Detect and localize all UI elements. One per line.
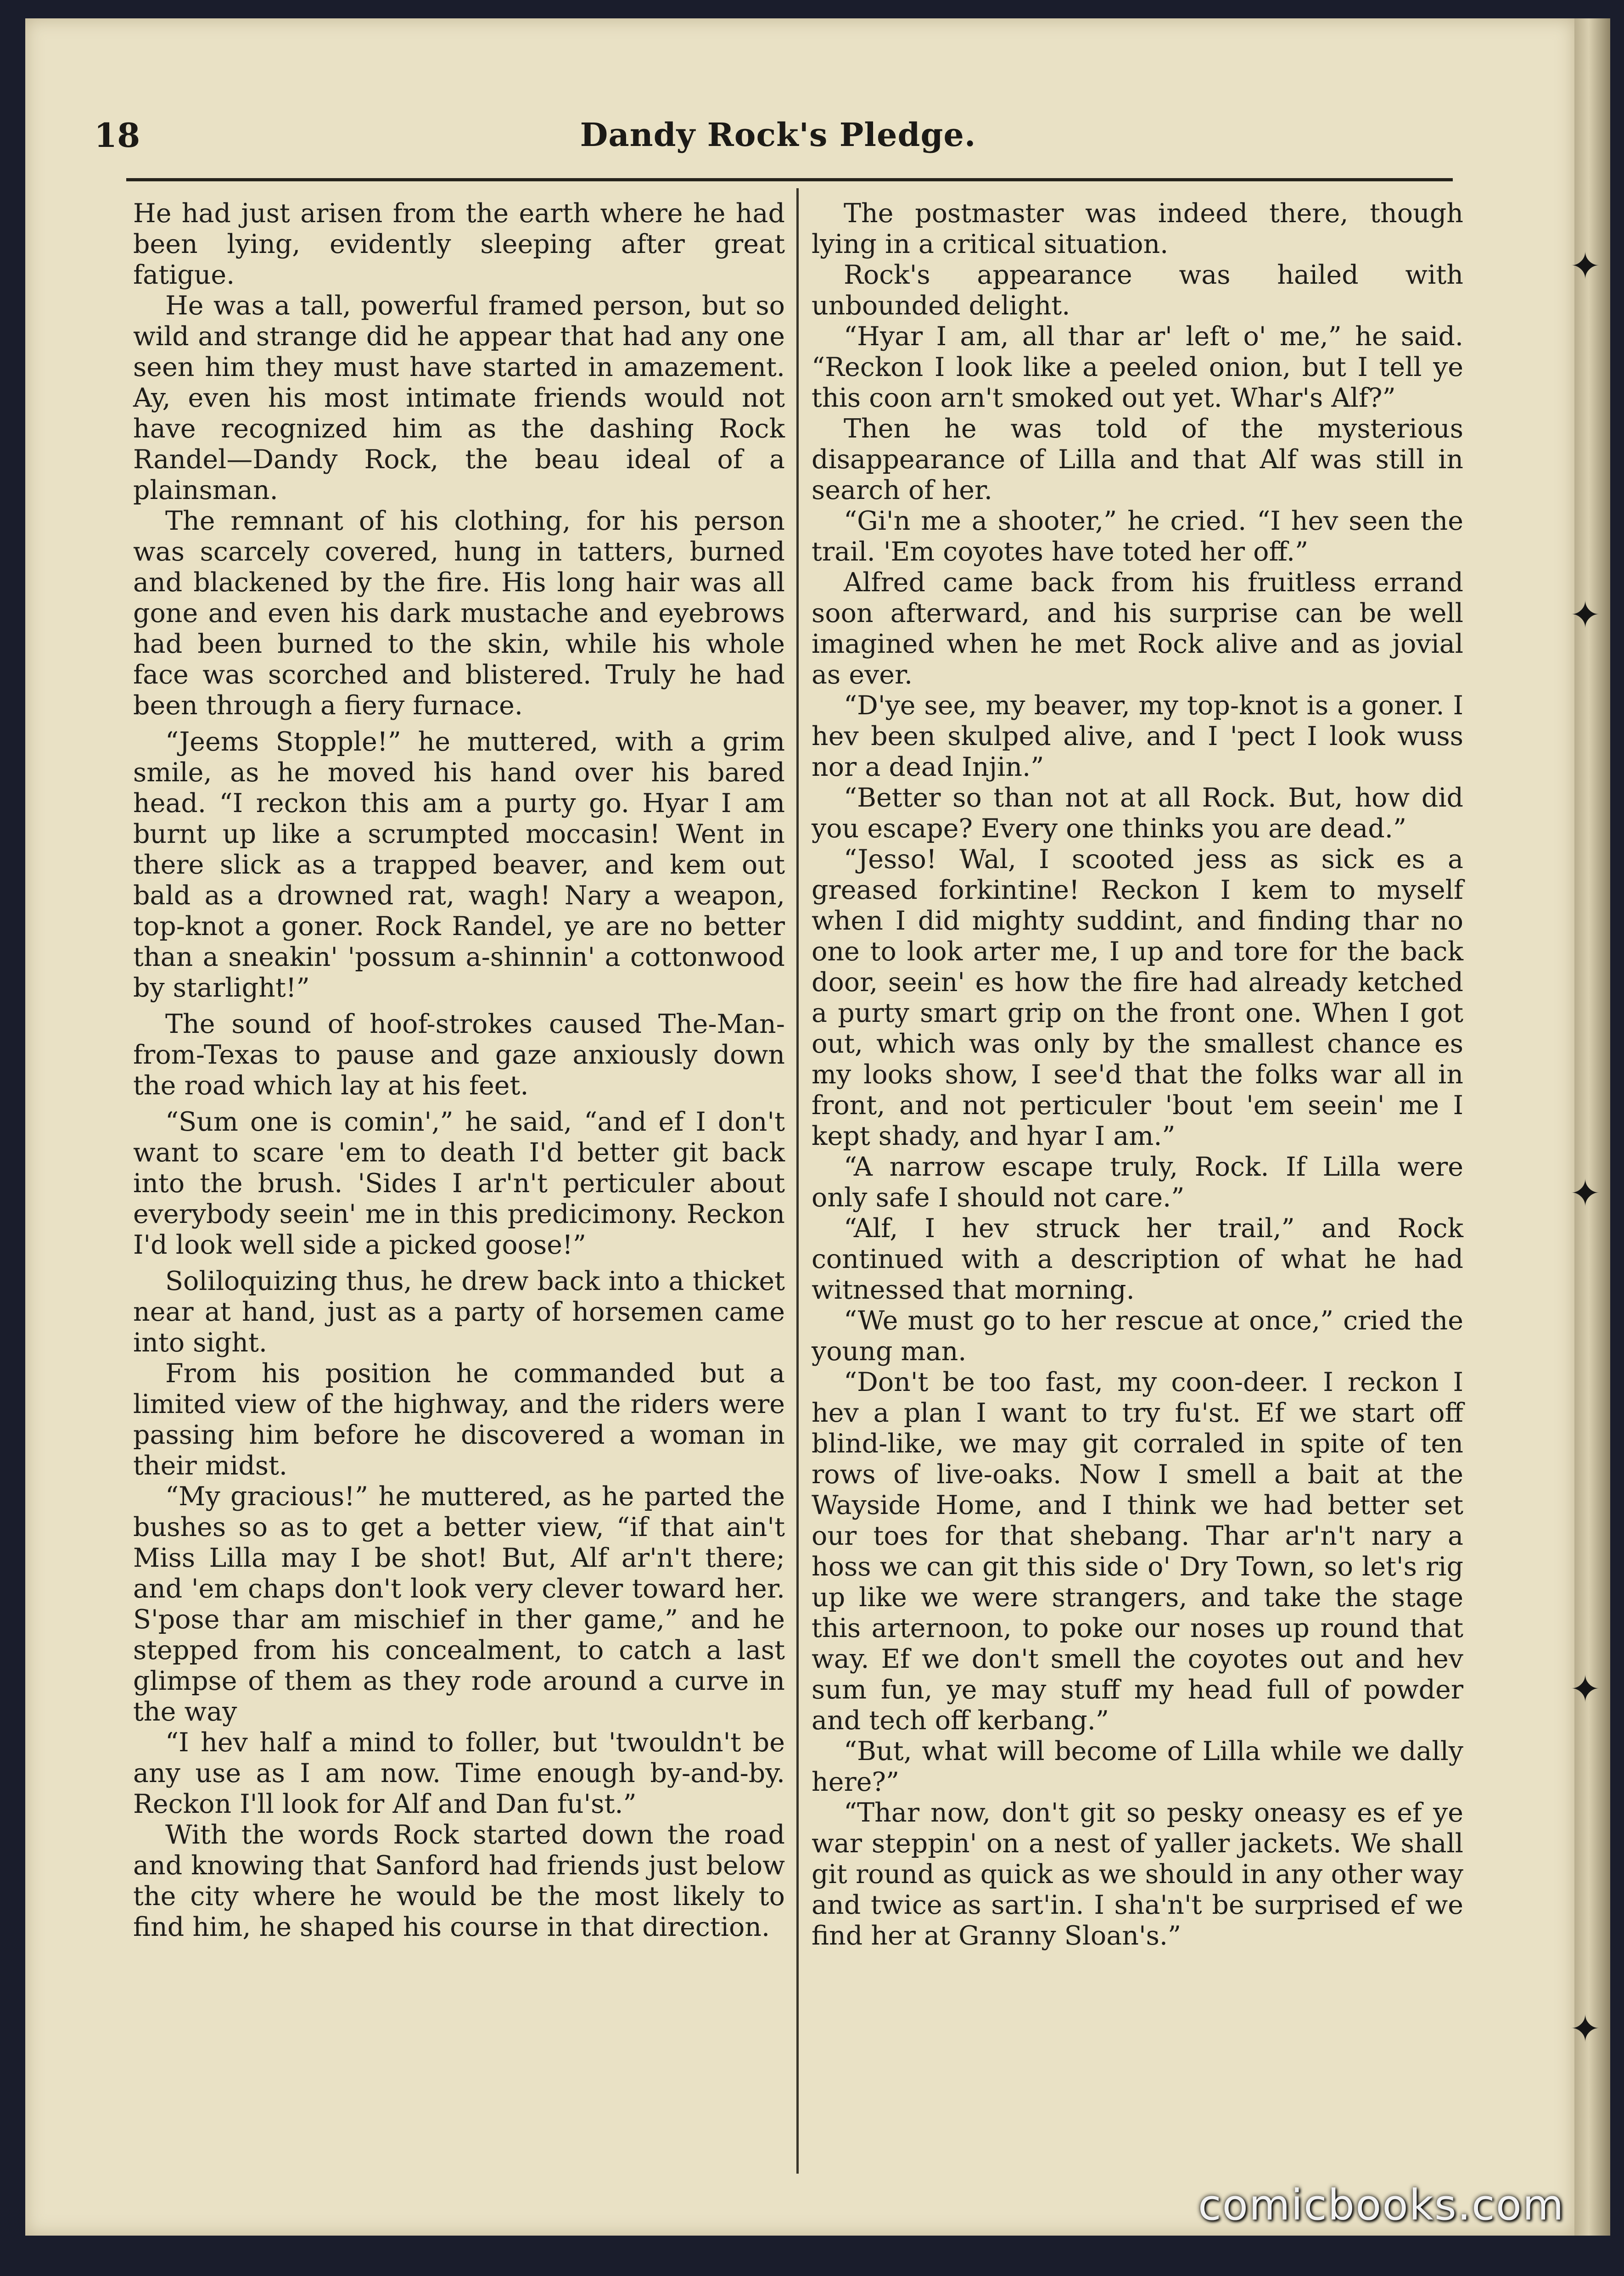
paragraph: “Hyar I am, all thar ar' left o' me,” he said. “Reckon I look like a peeled onion, but I tell ye this coon arn't smoked out yet. Whar's Alf?” [812,321,1463,413]
binding-staple-icon: ✦ [1570,2007,1601,2050]
page-edge [1574,18,1610,2236]
running-title: Dandy Rock's Pledge. [580,116,976,154]
paragraph: “I hev half a mind to foller, but 'twouldn't be any use as I am now. Time enough by-and-by. Reckon I'll look for Alf and Dan fu'st.” [133,1727,785,1819]
paragraph: “Sum one is comin',” he said, “and ef I don't want to scare 'em to death I'd better git back into the brush. 'Sides I ar'n't perticuler about everybody seein' me in this predicimony. Reckon I'd look well side a picked goose!” [133,1107,785,1260]
watermark: comicbooks.com [1198,2181,1565,2230]
paragraph: “Better so than not at all Rock. But, how did you escape? Every one thinks you are dead.” [812,783,1463,844]
paragraph: “D'ye see, my beaver, my top-knot is a goner. I hev been skulped alive, and I 'pect I look wuss nor a dead Injin.” [812,690,1463,782]
paragraph: “But, what will become of Lilla while we dally here?” [812,1736,1463,1797]
paragraph: The postmaster was indeed there, though lying in a critical situation. [812,198,1463,259]
paragraph: The sound of hoof-strokes caused The-Man-from-Texas to pause and gaze anxiously down the road which lay at his feet. [133,1009,785,1101]
paragraph: “Alf, I hev struck her trail,” and Rock continued with a description of what he had witnessed that morning. [812,1213,1463,1305]
paragraph: “Thar now, don't git so pesky oneasy es ef ye war steppin' on a nest of yaller jackets. We shall git round as quick as we should in any other way and twice as sart'in. I sha'n't be surprised ef we find her at Granny Sloan's.” [812,1798,1463,1951]
paragraph: “A narrow escape truly, Rock. If Lilla were only safe I should not care.” [812,1152,1463,1213]
paragraph: “Jesso! Wal, I scooted jess as sick es a greased forkintine! Reckon I kem to myself when I did mighty suddint, and finding thar no one to look arter me, I up and tore for the back door, seein' es how the fire had already ketched a purty smart grip on the front one. When I got out, which was only by the smallest chance es my looks show, I see'd that the folks war all in front, and not perticuler 'bout 'em seein' me I kept shady, and hyar I am.” [812,844,1463,1151]
paragraph: The remnant of his clothing, for his person was scarcely covered, hung in tatters, burned and blackened by the fire. His long hair was all gone and even his dark mustache and eyebrows had been burned to the skin, while his whole face was scorched and blistered. Truly he had been through a fiery furnace. [133,506,785,721]
binding-staple-icon: ✦ [1570,1668,1601,1710]
paragraph: Rock's appearance was hailed with unbounded delight. [812,260,1463,321]
paragraph: “We must go to her rescue at once,” cried the young man. [812,1306,1463,1367]
binding-staple-icon: ✦ [1570,245,1601,287]
paragraph: “Gi'n me a shooter,” he cried. “I hev seen the trail. 'Em coyotes have toted her off.” [812,506,1463,567]
paragraph: Alfred came back from his fruitless errand soon afterward, and his surprise can be well imagined when he met Rock alive and as jovial as ever. [812,567,1463,690]
left-column [133,198,785,1943]
paragraph: Soliloquizing thus, he drew back into a thicket near at hand, just as a party of horsemen came into sight. [133,1266,785,1358]
paragraph: From his position he commanded but a limited view of the highway, and the riders were passing him before he discovered a woman in their midst. [133,1358,785,1481]
page-header [94,110,1462,165]
paragraph: He was a tall, powerful framed person, but so wild and strange did he appear that had any one seen him they must have started in amazement. Ay, even his most intimate friends would not have recognized him as the dashing Rock Randel—Dandy Rock, the beau ideal of a plainsman. [133,291,785,505]
page-number: 18 [94,116,140,155]
right-column [812,198,1463,1951]
binding-staple-icon: ✦ [1570,1172,1601,1215]
paragraph: With the words Rock started down the road and knowing that Sanford had friends just below the city where he would be the most likely to find him, he shaped his course in that direction. [133,1820,785,1942]
binding-staple-icon: ✦ [1570,594,1601,636]
paragraph: “My gracious!” he muttered, as he parted the bushes so as to get a better view, “if that ain't Miss Lilla may I be shot! But, Alf ar'n't there; and 'em chaps don't look very clever toward her. S'pose thar am mischief in ther game,” and he stepped from his concealment, to catch a last glimpse of them as they rode around a curve in the way [133,1481,785,1727]
paragraph: “Don't be too fast, my coon-deer. I reckon I hev a plan I want to try fu'st. Ef we start off blind-like, we may git corraled in spite of ten rows of live-oaks. Now I smell a bait at the Wayside Home, and I think we had better set our toes for that shebang. Thar ar'n't nary a hoss we can git this side o' Dry Town, so let's rig up like we were strangers, and take the stage this arternoon, to poke our noses up round that way. Ef we don't smell the coyotes out and hev sum fun, ye may stuff my head full of powder and tech off kerbang.” [812,1367,1463,1736]
column-divider [796,188,799,2174]
paragraph: “Jeems Stopple!” he muttered, with a grim smile, as he moved his hand over his bared head. “I reckon this am a purty go. Hyar I am burnt up like a scrumpted moccasin! Went in there slick as a trapped beaver, and kem out bald as a drowned rat, wagh! Nary a weapon, top-knot a goner. Rock Randel, ye are no better than a sneakin' 'possum a-shinnin' a cottonwood by starlight!” [133,727,785,1003]
paragraph: Then he was told of the mysterious disappearance of Lilla and that Alf was still in search of her. [812,414,1463,505]
header-rule [126,178,1453,181]
paragraph: He had just arisen from the earth where he had been lying, evidently sleeping after great fatigue. [133,198,785,290]
